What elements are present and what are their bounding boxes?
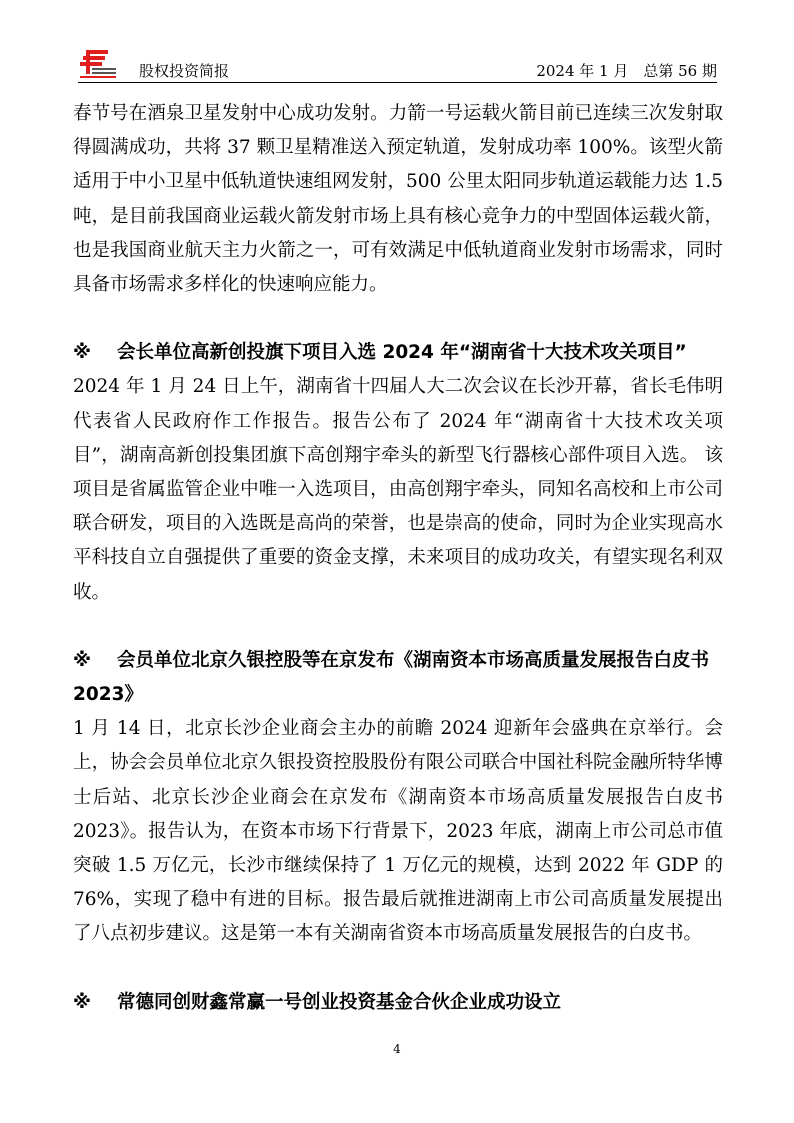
section-heading [73,336,723,370]
reference-mark: ※ [73,991,91,1013]
paragraph-white-paper: 1 月 14 日，北京长沙企业商会主办的前瞻 2024 迎新年会盛典在京举行。会上，协会会员单位北京久银投资控股股份有限公司联合中国社科院金融所特华博士后站、北京长沙企业商会在京发布《湖南资本市场高质量发展报告白皮书 2023》。报告认为，在资本市场下行背景下，2023 年底，湖南上市公司总市值突破 1.5 万亿元，长沙市继续保持了 1 万亿元的规模，达到 2022 年 GDP 的 76%，实现了稳中有进的目标。报告最后就推进湖南上市公司高质量发展提出了八点初步建议。这是第一本有关湖南省资本市场高质量发展报告的白皮书。 [73,718,723,945]
header-divider [78,82,717,83]
article-body [73,97,723,1020]
publication-title: 股权投资简报 [139,62,230,80]
page-header [78,44,717,82]
heading-text: 常德同创财鑫常赢一号创业投资基金合伙企业成功设立 [117,991,562,1013]
section-heading [73,986,723,1020]
section-heading [73,644,723,712]
paragraph-rocket-launch: 春节号在酒泉卫星发射中心成功发射。力箭一号运载火箭目前已连续三次发射取得圆满成功，共将 37 颗卫星精准送入预定轨道，发射成功率 100%。该型火箭适用于中小卫星中低轨道快速组网发射，500 公里太阳同步轨道运载能力达 1.5 吨，是目前我国商业运载火箭发射市场上具有核心竞争力的中型固体运载火箭，也是我国商业航天主力火箭之一，可有效满足中低轨道商业发射市场需求，同时具备市场需求多样化的快速响应能力。 [73,103,723,296]
heading-text: 会长单位高新创投旗下项目入选 2024 年“湖南省十大技术攻关项目” [117,342,687,364]
section-gap [73,302,723,336]
section-gap [73,610,723,644]
section-gap [73,952,723,986]
page-number: 4 [393,1042,401,1056]
reference-mark: ※ [73,649,91,671]
issue-info: 2024 年 1 月 总第 56 期 [536,62,717,80]
association-logo-icon [78,48,118,80]
paragraph-tech-project: 2024 年 1 月 24 日上午，湖南省十四届人大二次会议在长沙开幕，省长毛伟明代表省人民政府作工作报告。报告公布了 2024 年“湖南省十大技术攻关项目”，湖南高新创投集团旗下高创翔宇牵头的新型飞行器核心部件项目入选。 该项目是省属监管企业中唯一入选项目，由高创翔宇牵头，同知名高校和上市公司联合研发，项目的入选既是高尚的荣誉，也是崇高的使命，同时为企业实现高水平科技自立自强提供了重要的资金支撑，未来项目的成功攻关，有望实现名利双收。 [73,376,723,603]
heading-text: 会员单位北京久银控股等在京发布《湖南资本市场高质量发展报告白皮书 2023》 [73,649,710,706]
reference-mark: ※ [73,342,91,364]
